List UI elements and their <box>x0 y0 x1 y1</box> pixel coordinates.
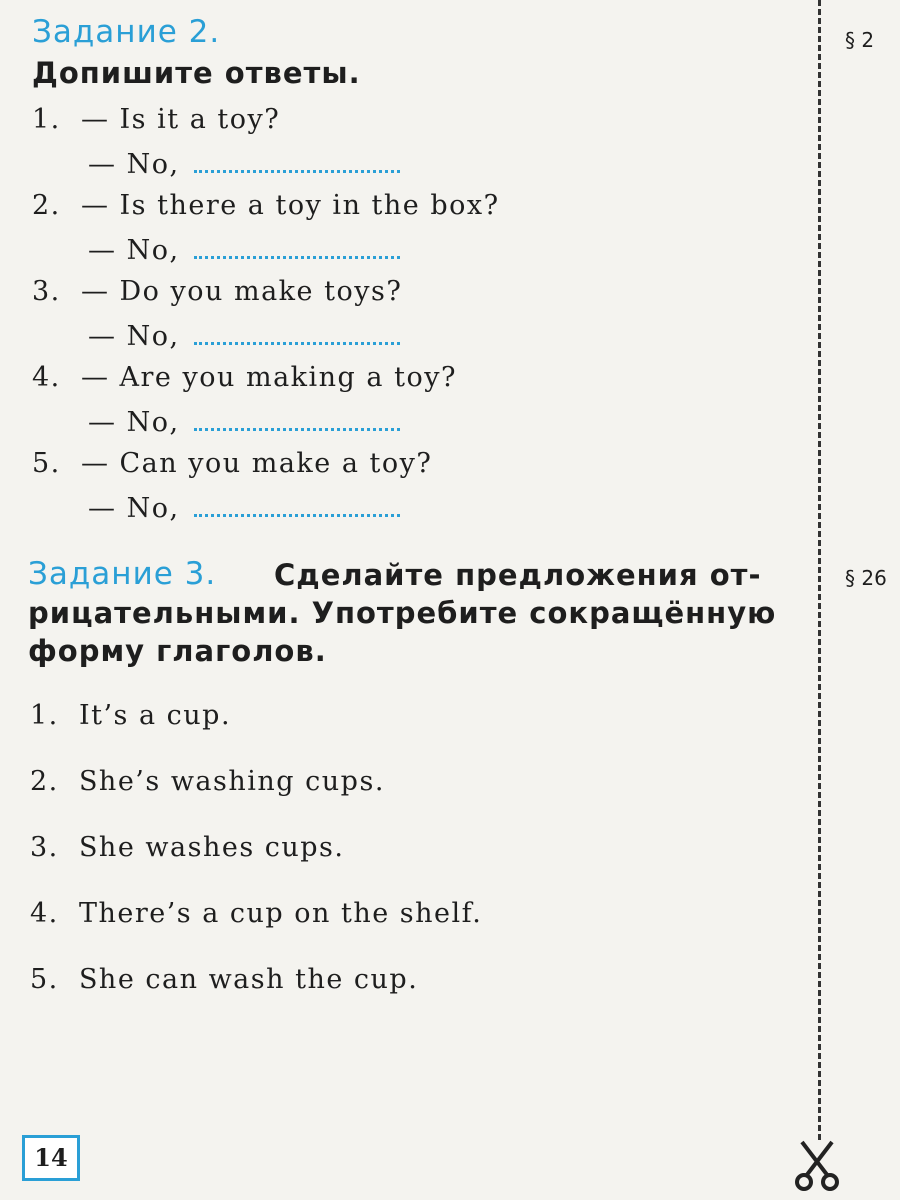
task3-instruction-line2: рицательными. Употребите сокращённую <box>28 596 777 630</box>
task3-instruction-line3: форму глаголов. <box>28 634 327 668</box>
sentence-text: There’s a cup on the shelf. <box>78 898 483 929</box>
task3-instruction-line1: Сделайте предложения от- <box>274 558 762 592</box>
task2-title: Задание 2. <box>32 14 221 50</box>
answer-blank[interactable] <box>194 490 400 517</box>
item-number: 2. <box>30 766 59 797</box>
task2-question-5 <box>32 448 432 479</box>
task2-answer-2 <box>88 232 400 266</box>
item-number: 4. <box>30 898 59 929</box>
answer-prefix: — No, <box>88 321 180 352</box>
answer-blank[interactable] <box>194 146 400 173</box>
task2-answer-3 <box>88 318 400 352</box>
question-text: — Is it a toy? <box>80 104 281 135</box>
task3-section-ref: § 26 <box>845 566 887 590</box>
answer-blank[interactable] <box>194 232 400 259</box>
answer-prefix: — No, <box>88 407 180 438</box>
item-number: 1. <box>30 700 59 731</box>
task3-title: Задание 3. <box>28 556 217 592</box>
page-number: 14 <box>22 1135 80 1181</box>
sentence-text: She washes cups. <box>78 832 345 863</box>
sentence-text: She can wash the cup. <box>78 964 419 995</box>
answer-prefix: — No, <box>88 149 180 180</box>
answer-prefix: — No, <box>88 235 180 266</box>
answer-prefix: — No, <box>88 493 180 524</box>
task2-section-ref: § 2 <box>845 28 875 52</box>
task3-item-3 <box>30 832 345 863</box>
question-text: — Can you make a toy? <box>80 448 433 479</box>
task2-answer-4 <box>88 404 400 438</box>
task3-item-1 <box>30 700 231 731</box>
answer-blank[interactable] <box>194 404 400 431</box>
task2-question-4 <box>32 362 457 393</box>
sentence-text: It’s a cup. <box>78 700 232 731</box>
item-number: 2. <box>32 190 61 221</box>
question-text: — Do you make toys? <box>80 276 403 307</box>
item-number: 5. <box>32 448 61 479</box>
item-number: 3. <box>32 276 61 307</box>
task2-question-2 <box>32 190 500 221</box>
task3-item-2 <box>30 766 385 797</box>
item-number: 3. <box>30 832 59 863</box>
scissors-icon <box>792 1140 842 1192</box>
item-number: 4. <box>32 362 61 393</box>
task2-question-1 <box>32 104 280 135</box>
task3-item-5 <box>30 964 418 995</box>
task2-instruction: Допишите ответы. <box>32 56 361 90</box>
task2-question-3 <box>32 276 402 307</box>
question-text: — Are you making a toy? <box>80 362 457 393</box>
task3-item-4 <box>30 898 482 929</box>
answer-blank[interactable] <box>194 318 400 345</box>
sentence-text: She’s washing cups. <box>78 766 385 797</box>
question-text: — Is there a toy in the box? <box>80 190 500 221</box>
task2-answer-1 <box>88 146 400 180</box>
item-number: 5. <box>30 964 59 995</box>
task2-answer-5 <box>88 490 400 524</box>
cut-line <box>818 0 821 1140</box>
item-number: 1. <box>32 104 61 135</box>
